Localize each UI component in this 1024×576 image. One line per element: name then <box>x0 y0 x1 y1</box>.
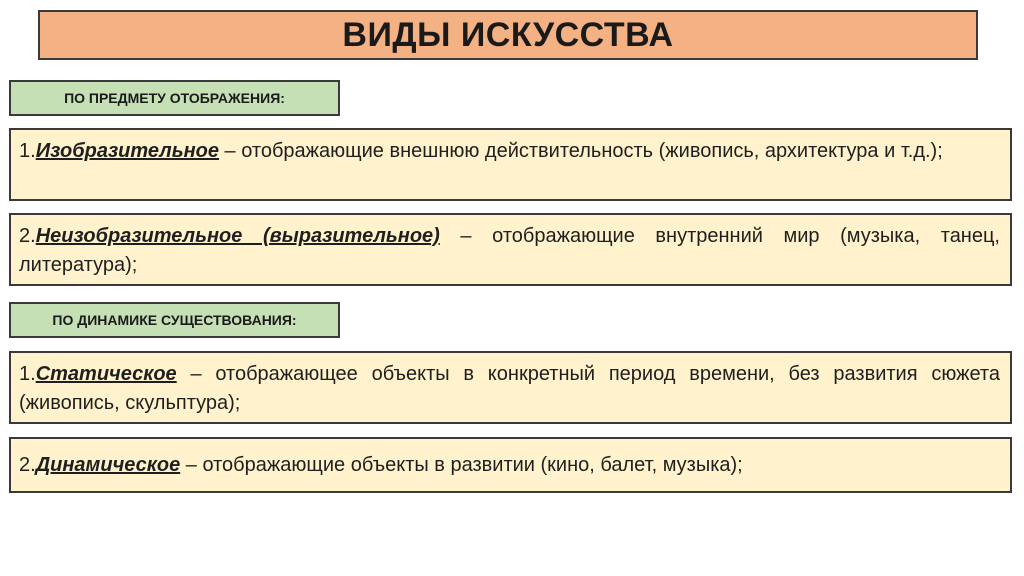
slide-title: ВИДЫ ИСКУССТВА <box>342 15 674 54</box>
section-label-subject <box>9 80 340 116</box>
item-term: Динамическое <box>35 453 181 476</box>
item-description: – отображающее объекты в конкретный период времени, без развития сюжета (живопись, скульптура); <box>19 363 1000 414</box>
item-number: 2. <box>19 225 36 247</box>
section-label-text: ПО ПРЕДМЕТУ ОТОБРАЖЕНИЯ: <box>64 90 285 106</box>
item-term: Изобразительное <box>35 140 219 162</box>
item-description: – отображающие внутренний мир (музыка, танец, литература); <box>19 225 1000 276</box>
section-label-dynamics <box>9 302 340 338</box>
item-term: Статическое <box>35 363 177 385</box>
item-dynamic <box>9 437 1012 493</box>
item-expressive <box>9 213 1012 286</box>
item-number: 1. <box>19 140 36 162</box>
item-description: – отображающие внешнюю действительность (живопись, архитектура и т.д.); <box>219 140 943 162</box>
section-label-text: ПО ДИНАМИКЕ СУЩЕСТВОВАНИЯ: <box>52 312 297 328</box>
item-description: – отображающие объекты в развитии (кино, балет, музыка); <box>180 453 743 476</box>
item-line <box>19 451 743 480</box>
item-number: 1. <box>19 363 36 385</box>
item-number: 2. <box>19 453 36 476</box>
item-term: Неизобразительное (выразительное) <box>35 225 440 247</box>
item-depictive <box>9 128 1012 201</box>
slide-title-box <box>38 10 978 60</box>
item-static <box>9 351 1012 424</box>
